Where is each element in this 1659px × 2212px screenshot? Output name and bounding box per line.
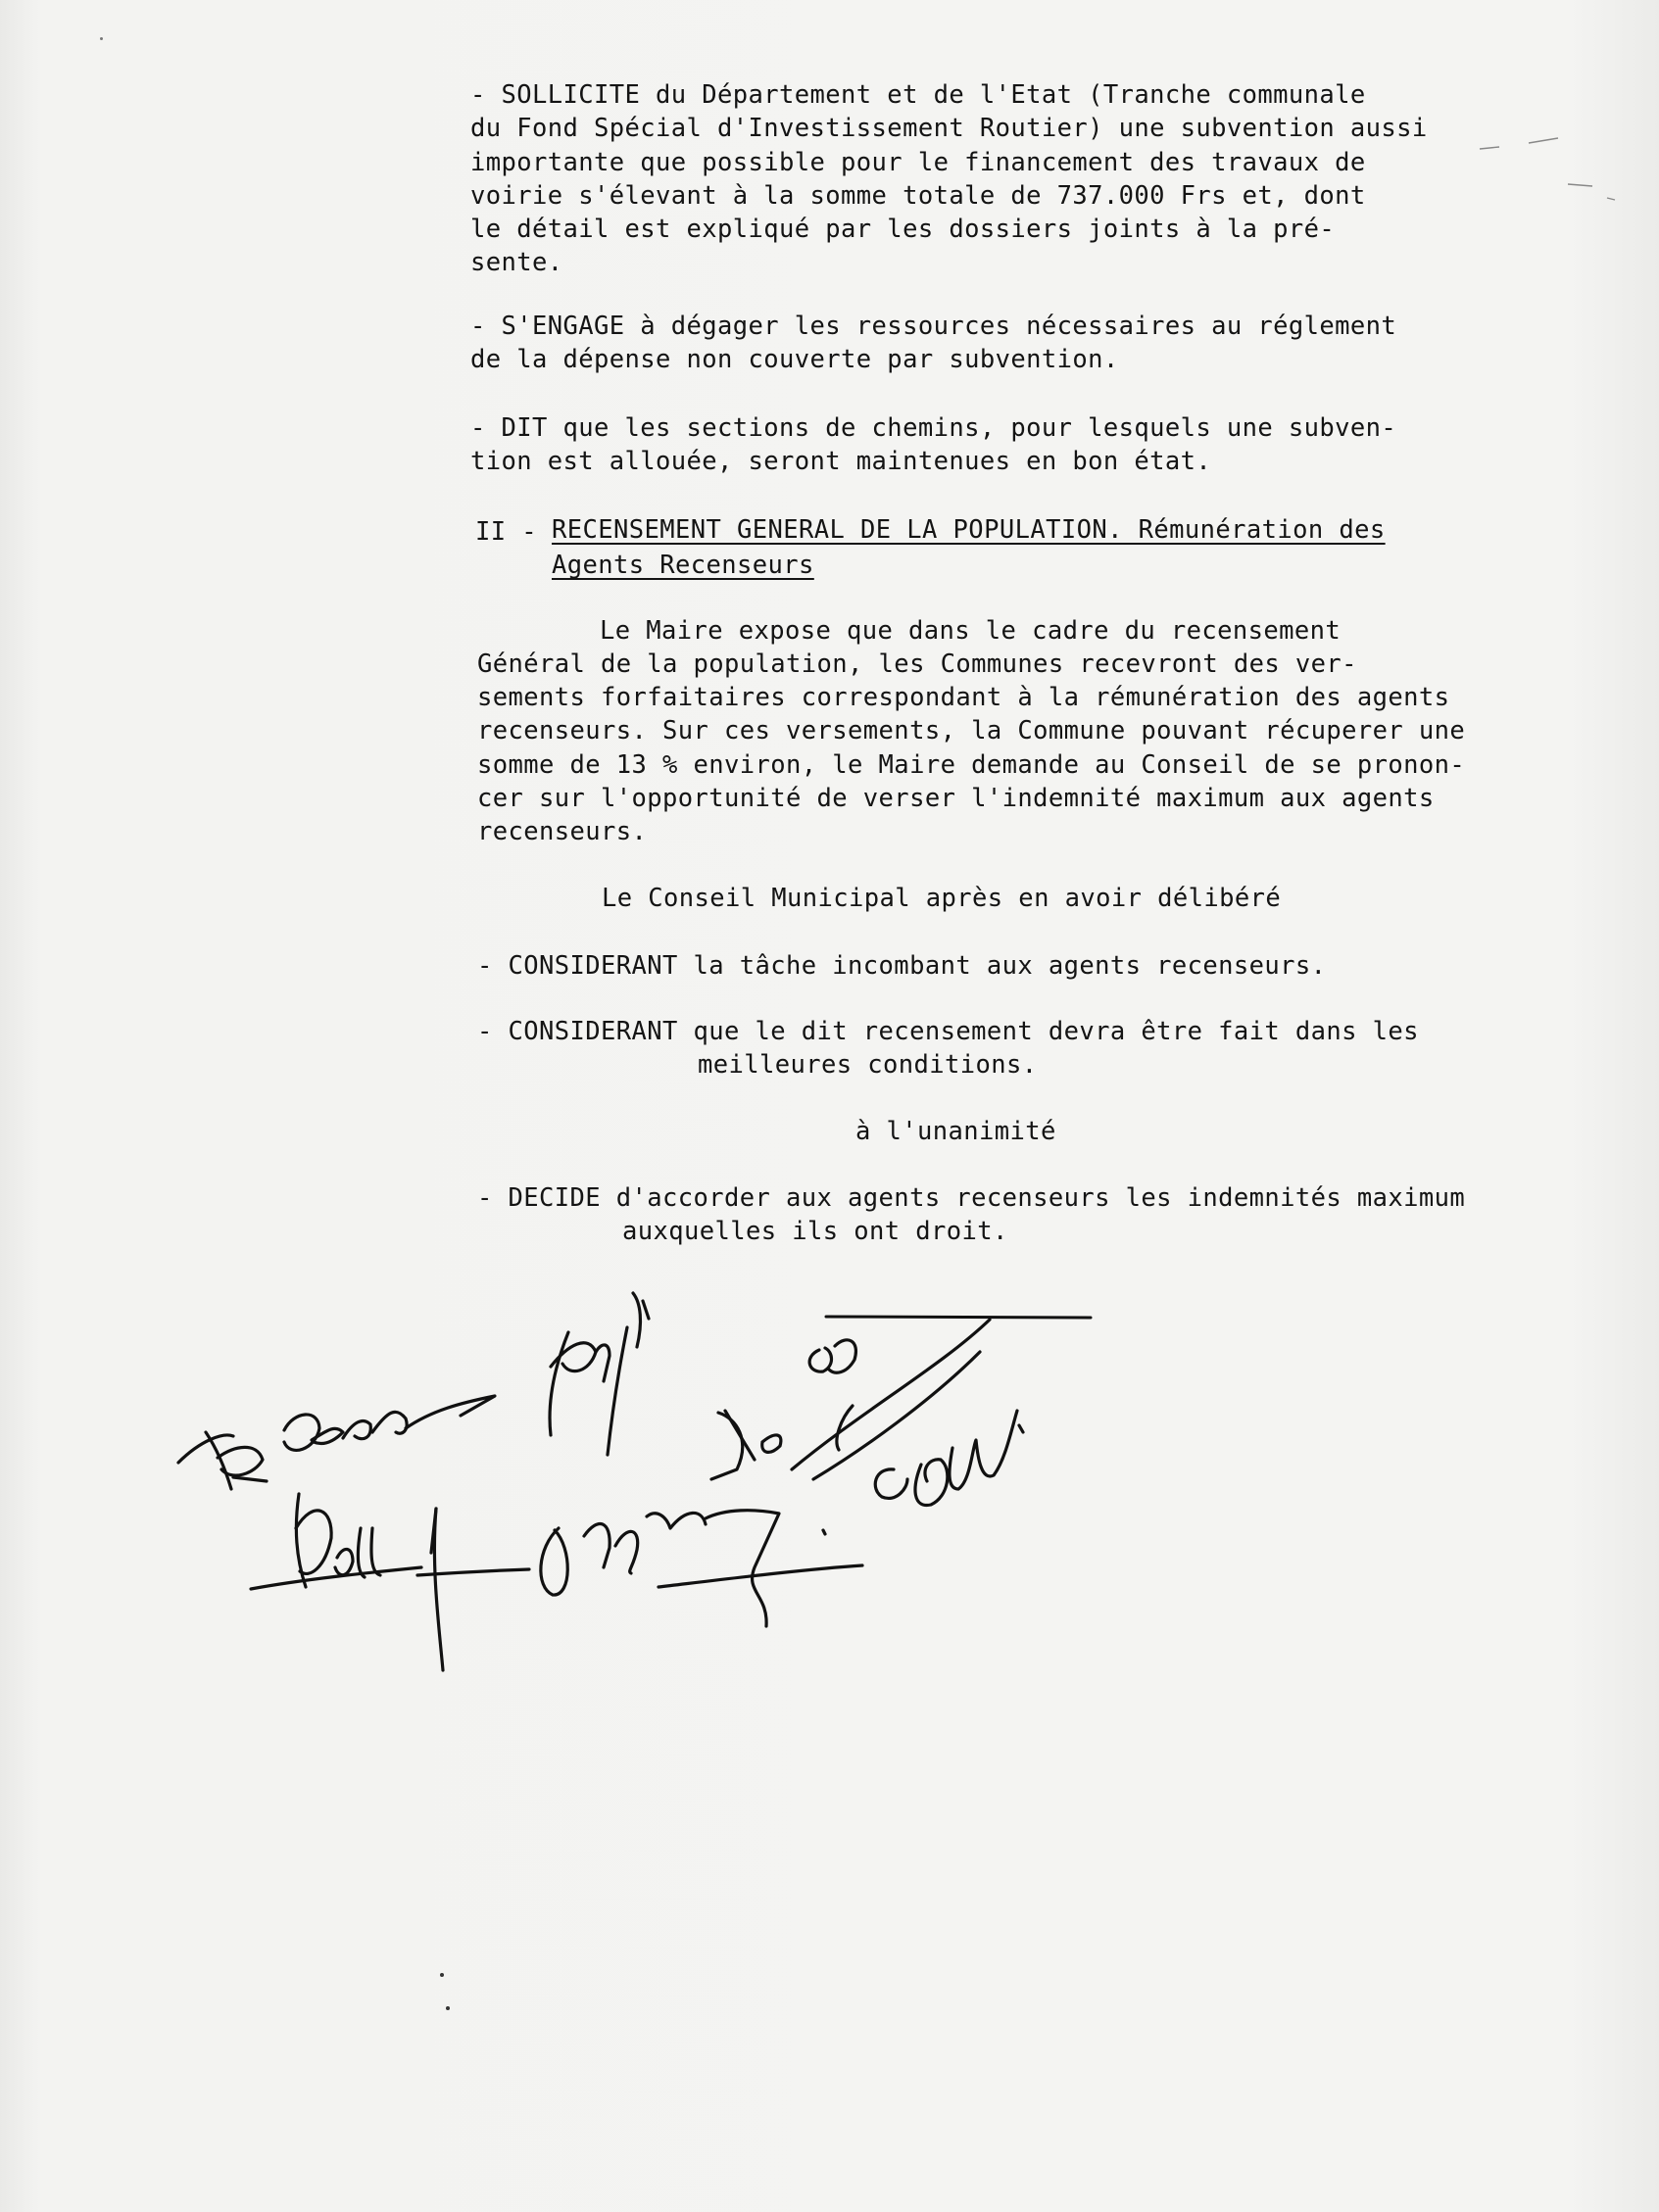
text-line: tion est allouée, seront maintenues en bon état. (470, 447, 1212, 476)
text-line: cer sur l'opportunité de verser l'indemnité maximum aux agents (477, 784, 1435, 813)
text-line: somme de 13 % environ, le Maire demande au Conseil de se pronon- (477, 750, 1466, 780)
text-line: - DECIDE d'accorder aux agents recenseurs les indemnités maximum (477, 1183, 1466, 1213)
unanimite-line: à l'unanimité (855, 1117, 1056, 1146)
signature-bottom-left (251, 1494, 443, 1670)
conseil-line: Le Conseil Municipal après en avoir délibéré (602, 884, 1282, 913)
signature-de (711, 1320, 990, 1479)
text-line: - CONSIDERANT que le dit recensement devra être fait dans les (477, 1017, 1419, 1046)
signature-right (875, 1411, 1023, 1506)
section-number: II - (475, 517, 538, 547)
signature-rule (826, 1317, 1091, 1318)
text-line: meilleures conditions. (698, 1050, 1038, 1080)
text-line: sements forfaitaires correspondant à la rémunération des agents (477, 683, 1450, 712)
text-line: importante que possible pour le financement des travaux de (470, 148, 1366, 177)
text-line: auxquelles ils ont droit. (622, 1217, 1008, 1246)
speck-mark (440, 1973, 444, 1977)
text-line: recenseurs. (477, 817, 648, 846)
text-line: du Fond Spécial d'Investissement Routier) une subvention aussi (470, 114, 1428, 143)
text-line: recenseurs. Sur ces versements, la Commune pouvant récuperer une (477, 716, 1466, 745)
considerant-line: - CONSIDERANT la tâche incombant aux agents recenseurs. (477, 951, 1327, 981)
signature-upright (550, 1293, 649, 1455)
text-line: Le Maire expose que dans le cadre du recensement (600, 616, 1342, 646)
signature-desvernes (178, 1396, 495, 1489)
speck-mark (100, 37, 103, 40)
text-line: le détail est expliqué par les dossiers joints à la pré- (470, 215, 1336, 244)
speck-mark (446, 2006, 450, 2010)
text-line: de la dépense non couverte par subvention. (470, 345, 1119, 374)
smudge-marks (1480, 138, 1615, 200)
text-line: sente. (470, 248, 563, 277)
section-title: RECENSEMENT GENERAL DE LA POPULATION. Rémunération des (552, 515, 1386, 545)
text-line: - SOLLICITE du Département et de l'Etat (Tranche communale (470, 80, 1366, 110)
text-line: voirie s'élevant à la somme totale de 737.000 Frs et, dont (470, 181, 1366, 211)
section-title: Agents Recenseurs (552, 551, 814, 580)
signature-bottom-middle (417, 1511, 862, 1626)
text-line: - S'ENGAGE à dégager les ressources nécessaires au réglement (470, 312, 1397, 341)
text-line: - DIT que les sections de chemins, pour lesquels une subven- (470, 413, 1397, 443)
text-line: Général de la population, les Communes recevront des ver- (477, 649, 1357, 679)
